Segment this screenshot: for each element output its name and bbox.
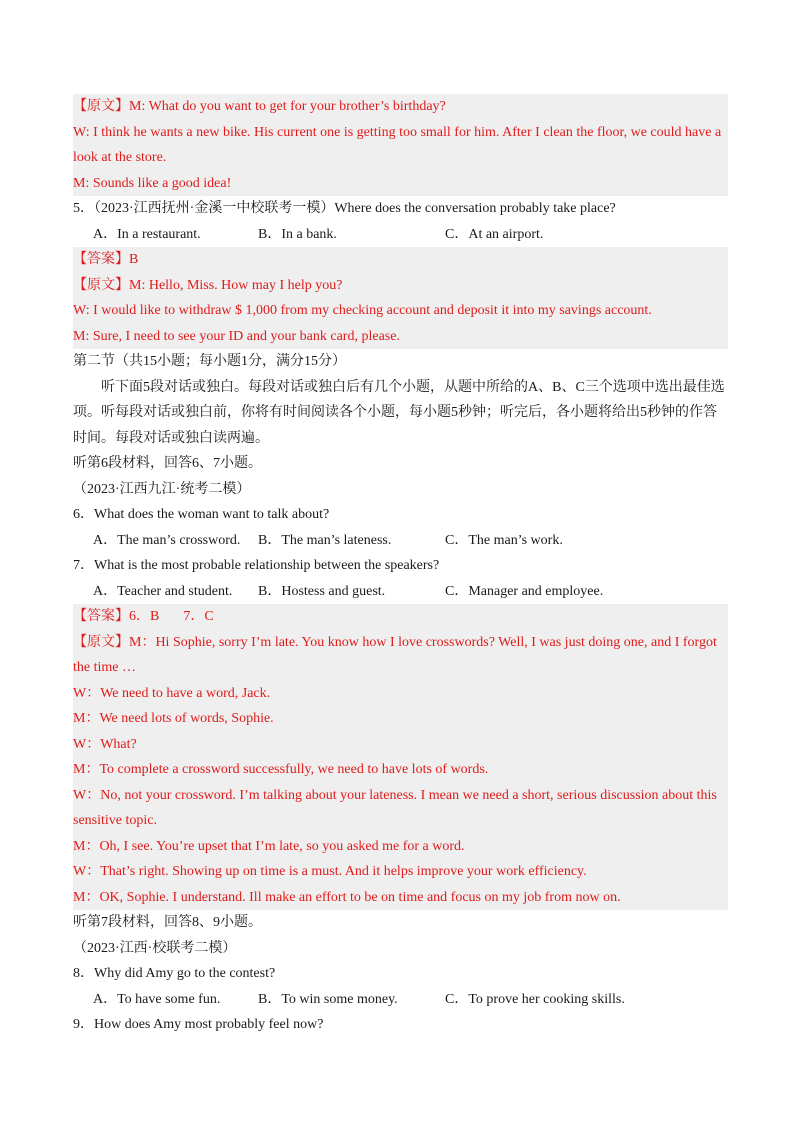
question-8-options xyxy=(73,987,728,1013)
answer-line xyxy=(73,604,728,630)
material-source: （2023·江西·校联考二模） xyxy=(73,940,237,956)
original-tag: 【原文】 xyxy=(73,277,129,293)
material-intro: 听第6段材料，回答6、7小题。 xyxy=(73,456,262,471)
option-c: C．At an airport. xyxy=(445,226,544,242)
page-content xyxy=(73,94,728,1038)
answer-value: B xyxy=(129,252,139,267)
option-b: B．Hostess and guest. xyxy=(258,583,386,599)
material-source: （2023·江西九江·统考二模） xyxy=(73,481,251,497)
section-instructions: 听下面5段对话或独白。每段对话或独白后有几个小题，从题中所给的A、B、C三个选项中选出最佳选项。听每段对话或独白前，你将有时间阅读各个小题，每小题5秒钟；听完后，各小题将给出5秒钟的作答时间。每段对话或独白读两遍。 xyxy=(73,379,725,446)
option-b: B．The man’s lateness. xyxy=(258,532,392,548)
original-tag: 【原文】 xyxy=(73,634,129,650)
transcript-line: W：No, not your crossword. I’m talking about your lateness. I mean we need a short, serious discussion about this sensitive topic. xyxy=(73,787,717,828)
transcript-line: 【原文】M: Hello, Miss. How may I help you? xyxy=(73,277,343,293)
option-a: A．The man’s crossword. xyxy=(93,532,241,548)
transcript-line: W：We need to have a word, Jack. xyxy=(73,685,271,701)
answer-block-q6-7 xyxy=(73,604,728,910)
transcript-line: M：We need lots of words, Sophie. xyxy=(73,711,274,726)
transcript-line: 【原文】M: What do you want to get for your brother’s birthday? xyxy=(73,99,446,114)
transcript-line: M：To complete a crossword successfully, we need to have lots of words. xyxy=(73,762,489,777)
transcript-line: W: I would like to withdraw $ 1,000 from my checking account and deposit it into my savings account. xyxy=(73,303,652,318)
option-c: C．The man’s work. xyxy=(445,532,563,548)
question-9-stem: 9．How does Amy most probably feel now? xyxy=(73,1017,324,1032)
material-intro: 听第7段材料，回答8、9小题。 xyxy=(73,915,262,930)
original-tag: 【原文】 xyxy=(73,99,129,114)
option-a: A．To have some fun. xyxy=(93,991,221,1007)
question-7-options xyxy=(73,579,728,605)
answer-block-q5 xyxy=(73,247,728,349)
transcript-line: M: Sure, I need to see your ID and your bank card, please. xyxy=(73,328,400,344)
transcript-line: M：OK, Sophie. I understand. Ill make an effort to be on time and focus on my job from now on. xyxy=(73,889,621,905)
transcript-line: 【原文】M：Hi Sophie, sorry I’m late. You know how I love crosswords? Well, I was just doing one, and I forgot the time … xyxy=(73,634,717,675)
option-b: B．To win some money. xyxy=(258,991,398,1007)
transcript-line: W：That’s right. Showing up on time is a must. And it helps improve your work efficiency. xyxy=(73,864,587,879)
transcript-line: M: Sounds like a good idea! xyxy=(73,175,232,191)
transcript-line: W：What? xyxy=(73,736,137,752)
section-heading: 第二节（共15小题；每小题1分，满分15分） xyxy=(73,354,346,369)
option-c: C．Manager and employee. xyxy=(445,583,604,599)
answer-tag: 【答案】 xyxy=(73,609,129,624)
question-5-stem: 5．（2023·江西抚州·金溪一中校联考一模）Where does the conversation probably take place? xyxy=(73,201,616,216)
option-c: C．To prove her cooking skills. xyxy=(445,991,625,1007)
option-a: A．Teacher and student. xyxy=(93,583,233,599)
option-b: B．In a bank. xyxy=(258,226,337,242)
transcript-line: M：Oh, I see. You’re upset that I’m late, so you asked me for a word. xyxy=(73,838,465,854)
option-a: A．In a restaurant. xyxy=(93,226,201,242)
answer-tag: 【答案】 xyxy=(73,252,129,267)
question-5-options xyxy=(73,222,728,248)
question-8-stem: 8．Why did Amy go to the contest? xyxy=(73,966,276,981)
answer-value-7: 7．C xyxy=(183,609,214,624)
question-7-stem: 7．What is the most probable relationship between the speakers? xyxy=(73,558,440,573)
transcript-line: W: I think he wants a new bike. His current one is getting too small for him. After I clean the floor, we could have a look at the store. xyxy=(73,124,722,165)
answer-value-6: 6．B xyxy=(129,609,160,624)
transcript-block-q4 xyxy=(73,94,728,196)
question-6-options xyxy=(73,528,728,554)
question-6-stem: 6．What does the woman want to talk about? xyxy=(73,507,330,522)
answer-line xyxy=(73,247,728,273)
